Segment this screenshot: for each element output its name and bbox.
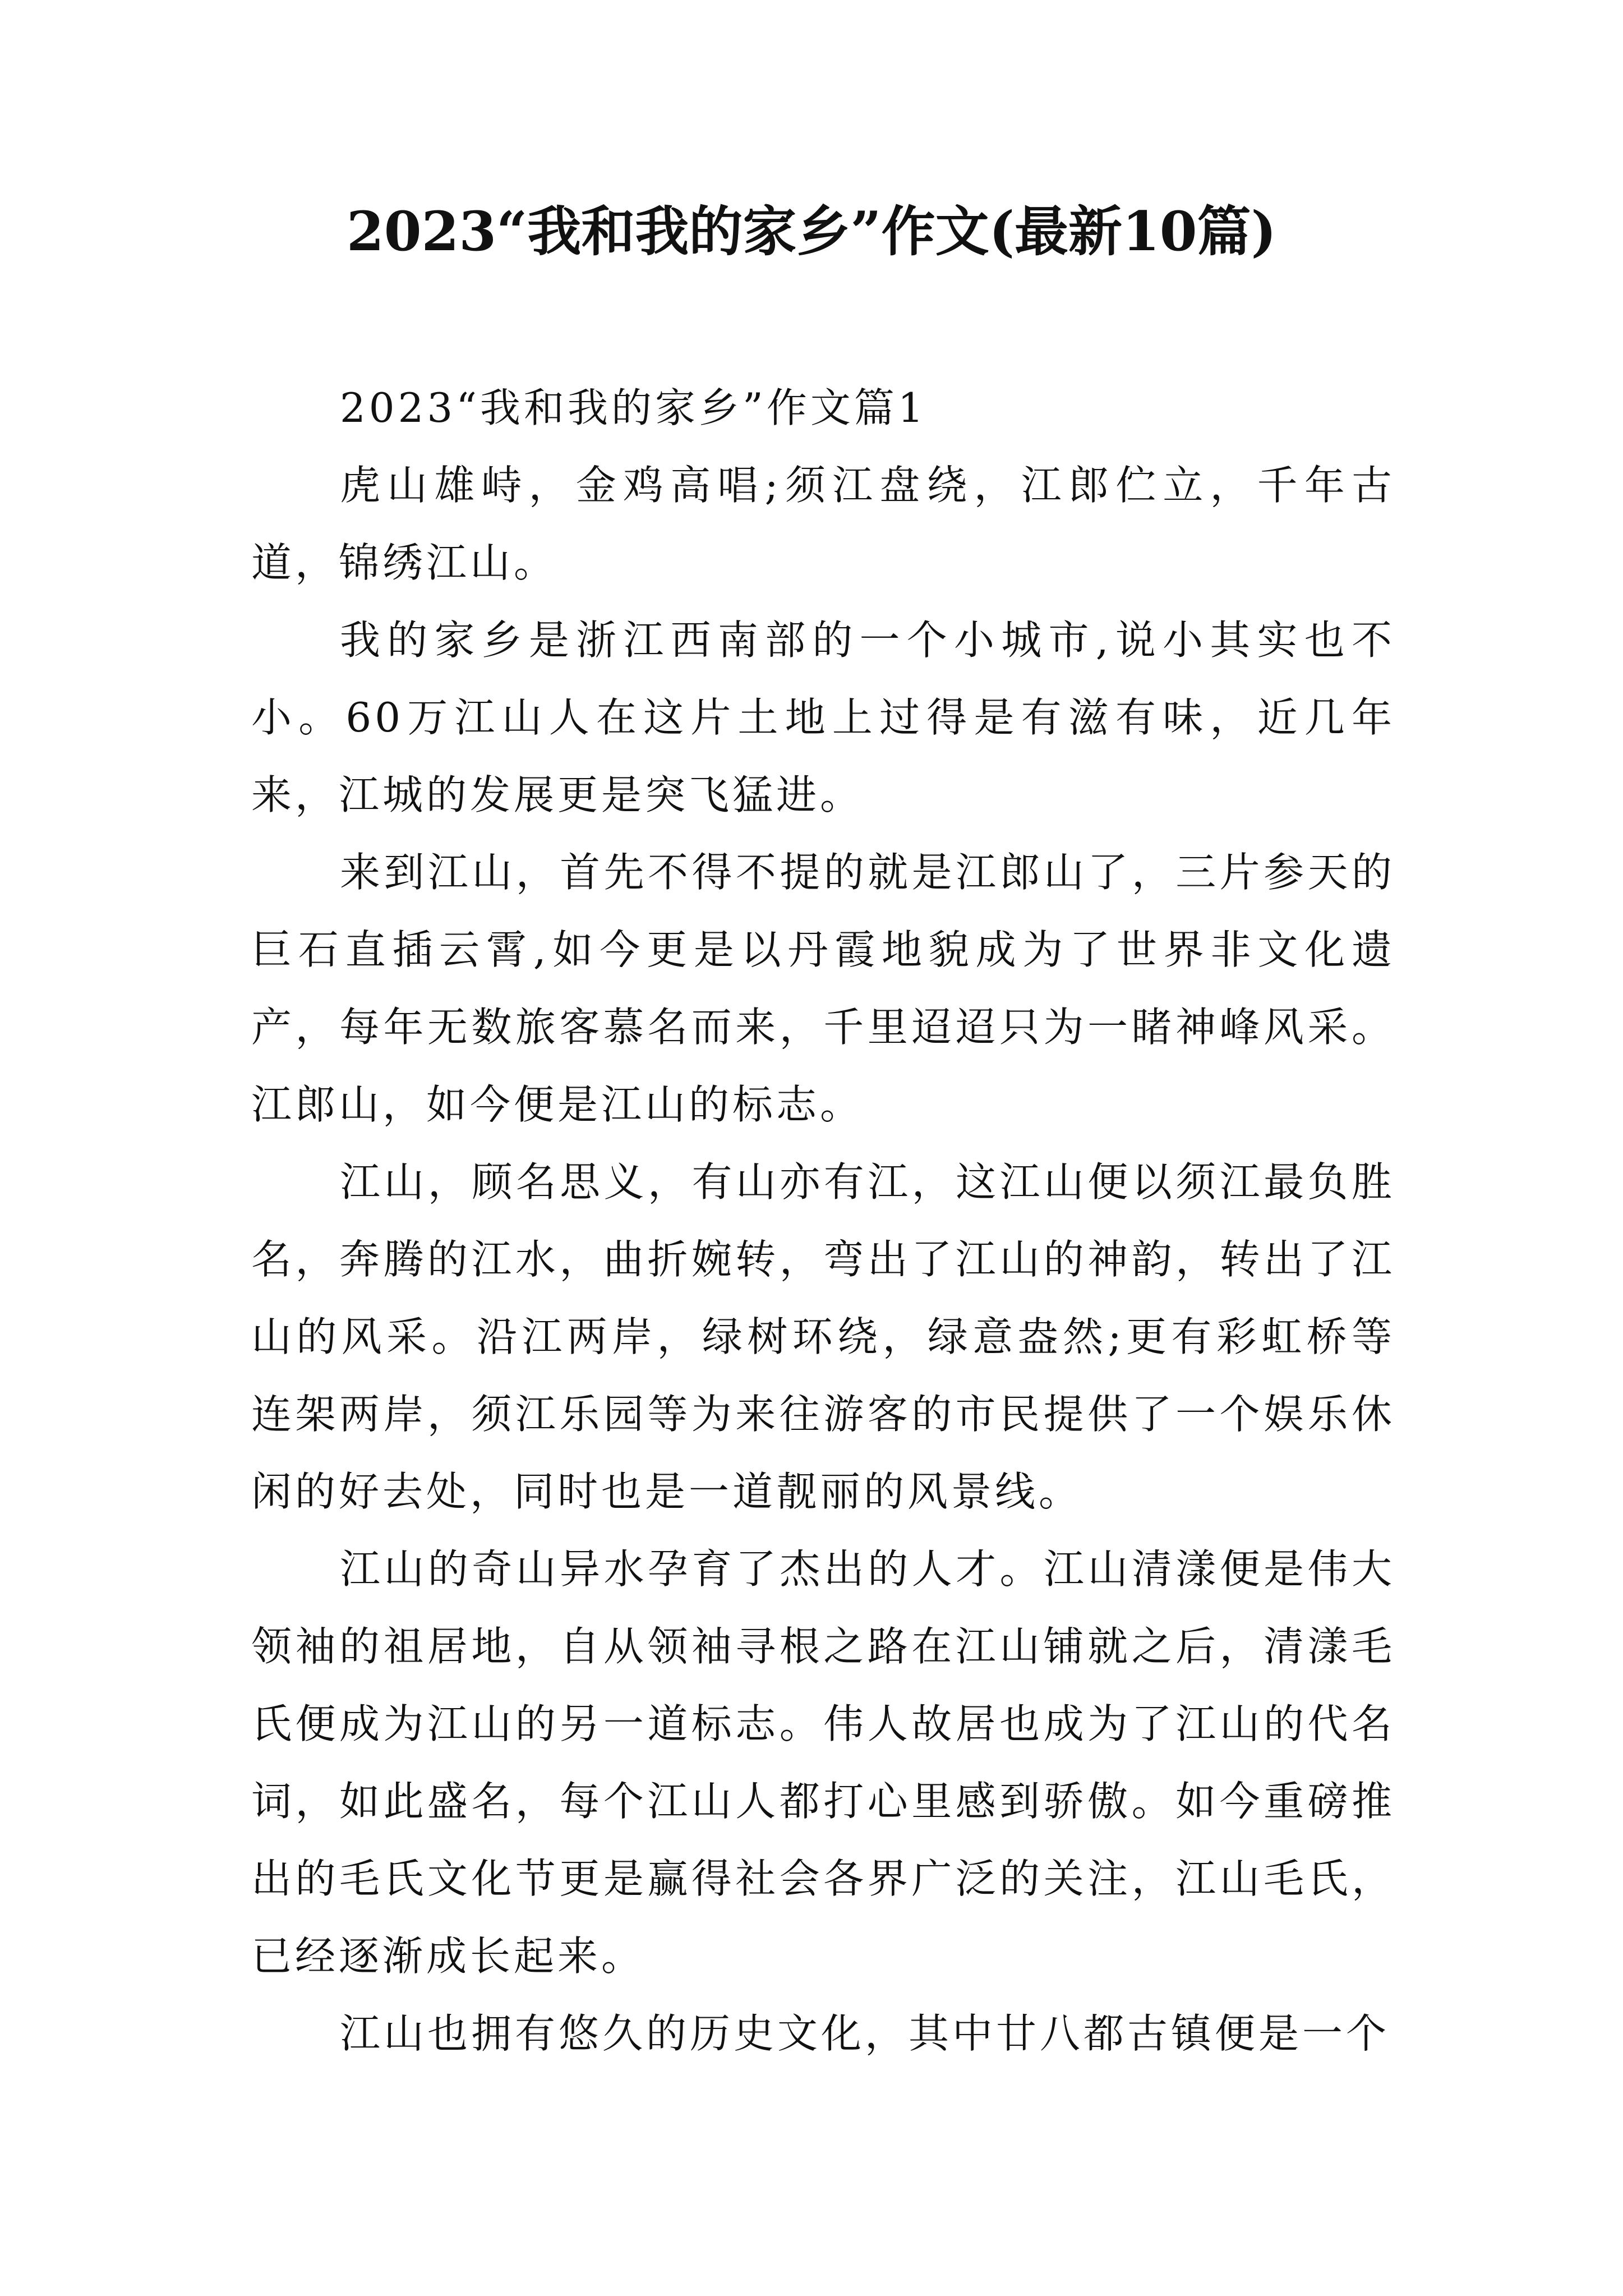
paragraph-2: 我的家乡是浙江西南部的一个小城市,说小其实也不小。60万江山人在这片土地上过得是有滋有味，近几年来，江城的发展更是突飞猛进。 (251, 616, 1395, 818)
paragraph-1: 虎山雄峙，金鸡高唱;须江盘绕，江郎伫立，千年古道，锦绣江山。 (251, 462, 1395, 586)
paragraph-3: 来到江山，首先不得不提的就是江郎山了，三片参天的巨石直插云霄,如今更是以丹霞地貌成为了世界非文化遗产，每年无数旅客慕名而来，千里迢迢只为一睹神峰风采。江郎山，如今便是江山的标志。 (251, 849, 1395, 1128)
document-body (251, 369, 1395, 2072)
section-heading: 2023“我和我的家乡”作文篇1 (340, 384, 927, 431)
paragraph-5: 江山的奇山异水孕育了杰出的人才。江山清漾便是伟大领袖的祖居地，自从领袖寻根之路在江山铺就之后，清漾毛氏便成为江山的另一道标志。伟人故居也成为了江山的代名词，如此盛名，每个江山人都打心里感到骄傲。如今重磅推出的毛氏文化节更是赢得社会各界广泛的关注，江山毛氏，已经逐渐成长起来。 (251, 1545, 1395, 1980)
paragraph-4: 江山，顾名思义，有山亦有江，这江山便以须江最负胜名，奔腾的江水，曲折婉转，弯出了江山的神韵，转出了江山的风采。沿江两岸，绿树环绕，绿意盎然;更有彩虹桥等连架两岸，须江乐园等为来往游客的市民提供了一个娱乐休闲的好去处，同时也是一道靓丽的风景线。 (251, 1158, 1395, 1515)
document-title: 2023“我和我的家乡”作文(最新10篇) (346, 200, 1277, 263)
paragraph-6: 江山也拥有悠久的历史文化，其中廿八都古镇便是一个 (340, 2010, 1390, 2057)
